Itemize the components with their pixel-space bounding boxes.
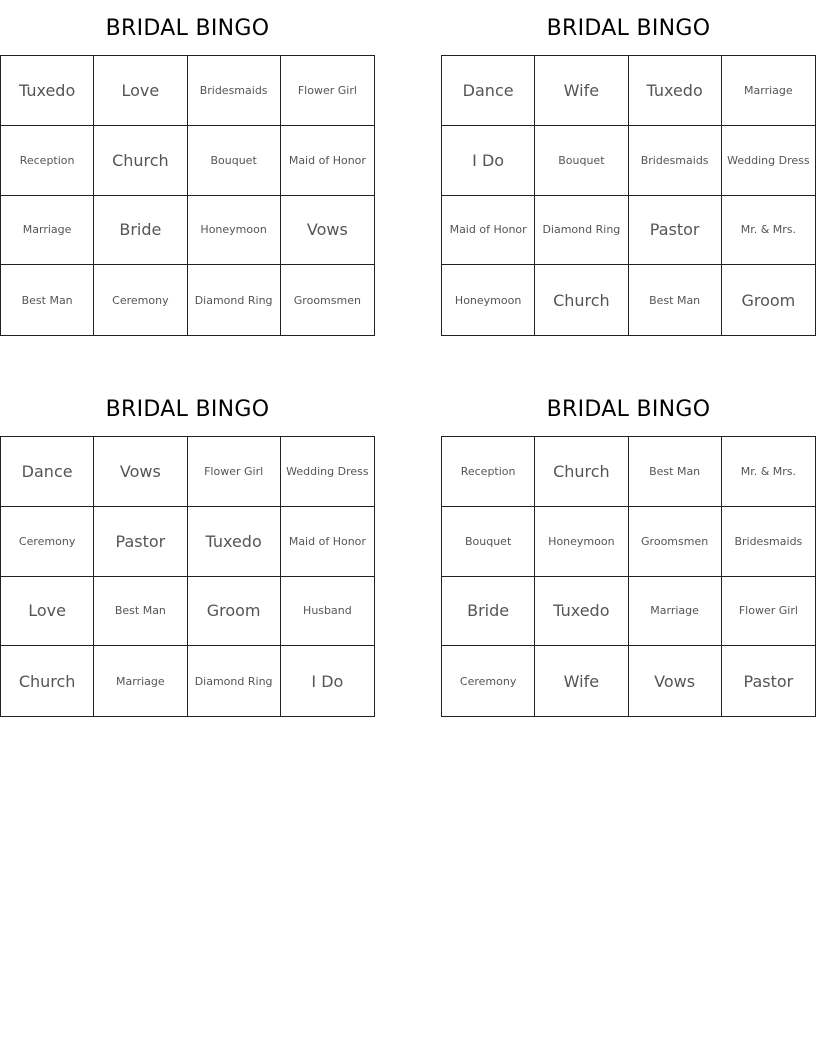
bingo-cell: Marriage xyxy=(94,646,187,716)
bingo-cell: Maid of Honor xyxy=(442,196,535,266)
bingo-cell: Tuxedo xyxy=(629,56,722,126)
bingo-grid xyxy=(0,436,375,717)
bingo-cell: Bridesmaids xyxy=(188,56,281,126)
bingo-cell: Groomsmen xyxy=(629,507,722,577)
bingo-cell: Mr. & Mrs. xyxy=(722,196,815,266)
bingo-cell: Diamond Ring xyxy=(535,196,628,266)
bingo-cell: Bouquet xyxy=(535,126,628,196)
bingo-cell: Diamond Ring xyxy=(188,646,281,716)
bingo-cell: Groom xyxy=(188,577,281,647)
bingo-cell: Bride xyxy=(442,577,535,647)
bingo-cell: Love xyxy=(94,56,187,126)
bingo-cell: Marriage xyxy=(722,56,815,126)
bingo-cell: Tuxedo xyxy=(188,507,281,577)
bingo-cell: Pastor xyxy=(743,671,794,691)
bingo-cell: Dance xyxy=(442,56,535,126)
bingo-cell: Pastor xyxy=(94,507,187,577)
bingo-cell: Vows xyxy=(281,196,374,266)
bingo-cell: Best Man xyxy=(629,437,722,507)
bingo-cell: Wife xyxy=(535,56,628,126)
bingo-cell: Husband xyxy=(281,577,374,647)
bingo-cell: Honeymoon xyxy=(442,265,535,335)
bingo-cell: Wife xyxy=(535,646,628,716)
bingo-cell: Flower Girl xyxy=(722,577,815,647)
bingo-cell: Groom xyxy=(741,290,796,310)
bingo-cell: Church xyxy=(535,437,628,507)
bingo-cell: Bouquet xyxy=(188,126,281,196)
bingo-cell: Maid of Honor xyxy=(281,126,374,196)
bingo-cell: Ceremony xyxy=(94,265,187,335)
bingo-cell: Groomsmen xyxy=(293,293,361,307)
bingo-cell: Mr. & Mrs. xyxy=(722,437,815,507)
bingo-cell: Reception xyxy=(442,437,535,507)
bingo-cell: Bouquet xyxy=(442,507,535,577)
bingo-cell: Maid of Honor xyxy=(281,507,374,577)
bingo-cell: Pastor xyxy=(629,196,722,266)
bingo-cell: Best Man xyxy=(94,577,187,647)
bingo-grid xyxy=(441,436,816,717)
bingo-cell: Bridesmaids xyxy=(722,507,815,577)
bingo-grid xyxy=(441,55,816,336)
bingo-cell: Church xyxy=(1,646,94,716)
bingo-cell: Reception xyxy=(1,126,94,196)
bingo-cell: Marriage xyxy=(1,196,94,266)
card-title: BRIDAL BINGO xyxy=(105,397,270,422)
bingo-cell: Dance xyxy=(1,437,94,507)
bingo-cell: Vows xyxy=(94,437,187,507)
bingo-cell: Best Man xyxy=(1,265,94,335)
bingo-cell: Flower Girl xyxy=(188,437,281,507)
bingo-cell: Bride xyxy=(94,196,187,266)
card-title: BRIDAL BINGO xyxy=(546,397,711,422)
bingo-cell: Flower Girl xyxy=(281,56,374,126)
bingo-cell: Marriage xyxy=(629,577,722,647)
bingo-cell: Ceremony xyxy=(442,646,535,716)
bingo-cell: Ceremony xyxy=(1,507,94,577)
bingo-cell: Wedding Dress xyxy=(722,126,815,196)
bingo-cell: I Do xyxy=(311,671,344,691)
bingo-cell: Church xyxy=(94,126,187,196)
bingo-cell: I Do xyxy=(442,126,535,196)
card-title: BRIDAL BINGO xyxy=(105,16,270,41)
bingo-cell: Diamond Ring xyxy=(188,265,281,335)
bingo-cell: Tuxedo xyxy=(535,577,628,647)
bingo-cell: Love xyxy=(1,577,94,647)
bingo-cell: Church xyxy=(535,265,628,335)
bingo-cell: Honeymoon xyxy=(535,507,628,577)
bingo-cell: Tuxedo xyxy=(1,56,94,126)
bingo-grid xyxy=(0,55,375,336)
bingo-cell: Honeymoon xyxy=(188,196,281,266)
bingo-cell: Wedding Dress xyxy=(281,437,374,507)
bingo-cell: Vows xyxy=(629,646,722,716)
bingo-cell: Bridesmaids xyxy=(629,126,722,196)
card-title: BRIDAL BINGO xyxy=(546,16,711,41)
bingo-cell: Best Man xyxy=(629,265,722,335)
